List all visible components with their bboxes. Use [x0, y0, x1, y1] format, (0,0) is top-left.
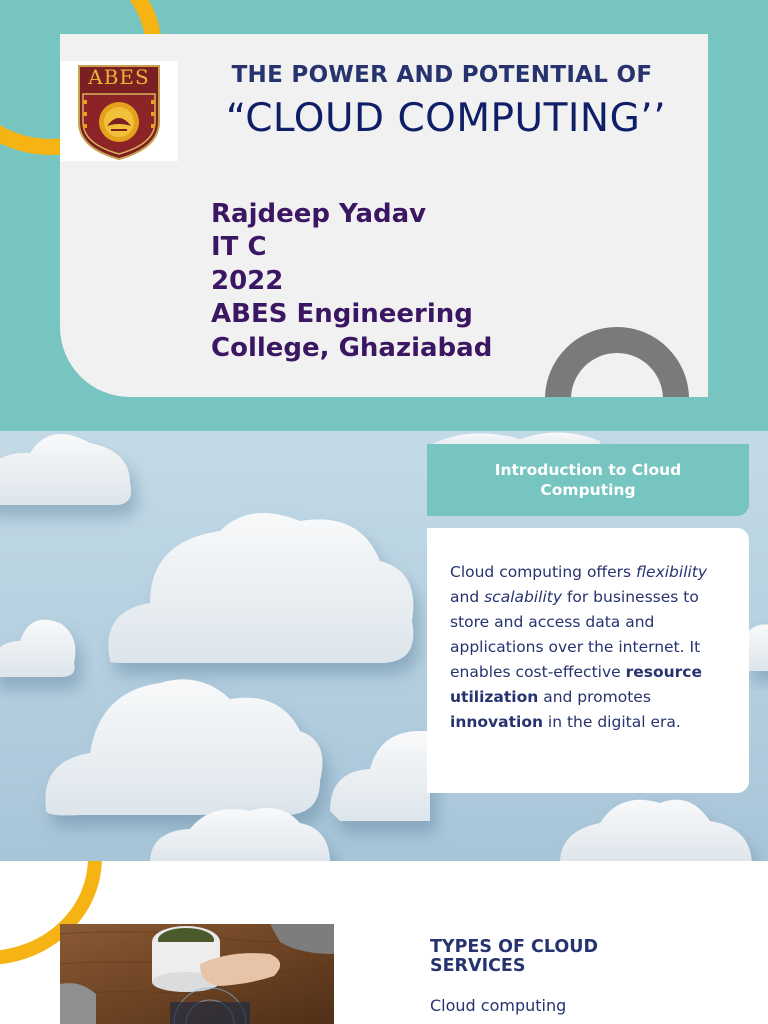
title-slide [0, 0, 768, 431]
types-slide [0, 861, 768, 1024]
intro-slide [0, 431, 768, 861]
types-title-text: TYPES OF CLOUD SERVICES [430, 937, 598, 976]
types-title [430, 938, 620, 976]
logo-text: ABES [88, 65, 150, 89]
intro-text-part: and promotes [538, 688, 651, 706]
intro-emphasis-scalability: scalability [484, 588, 563, 606]
photo-illustration [60, 924, 334, 1024]
intro-paragraph [450, 560, 740, 735]
author-section: IT C [211, 232, 267, 263]
intro-text-part: for businesses to store and access data and applications over the internet. It enables cost-effective [450, 588, 701, 681]
decorative-gray-arch [545, 327, 689, 397]
intro-text-part: and [450, 588, 485, 606]
author-year: 2022 [211, 265, 284, 296]
title-line-big: “CLOUD COMPUTING’’ [225, 96, 667, 141]
intro-text-card [427, 528, 749, 793]
intro-strong-resource-utilization: resource utilization [450, 663, 703, 706]
author-name: Rajdeep Yadav [211, 199, 427, 229]
intro-header-box [427, 444, 749, 516]
tablet-photo [60, 924, 334, 1024]
college-logo [60, 61, 178, 161]
intro-strong-innovation: innovation [450, 713, 543, 731]
intro-text-part: in the digital era. [543, 713, 681, 731]
college-name-line1: ABES Engineering [211, 299, 473, 330]
college-name-line2: College, Ghaziabad [211, 332, 493, 363]
intro-emphasis-flexibility: flexibility [636, 563, 708, 581]
types-body: Cloud computing [430, 996, 567, 1015]
author-info [211, 198, 492, 365]
intro-heading: Introduction to Cloud Computing [494, 461, 682, 499]
title-line-small: THE POWER AND POTENTIAL OF [231, 62, 653, 88]
intro-text-part: Cloud computing offers [450, 563, 637, 581]
